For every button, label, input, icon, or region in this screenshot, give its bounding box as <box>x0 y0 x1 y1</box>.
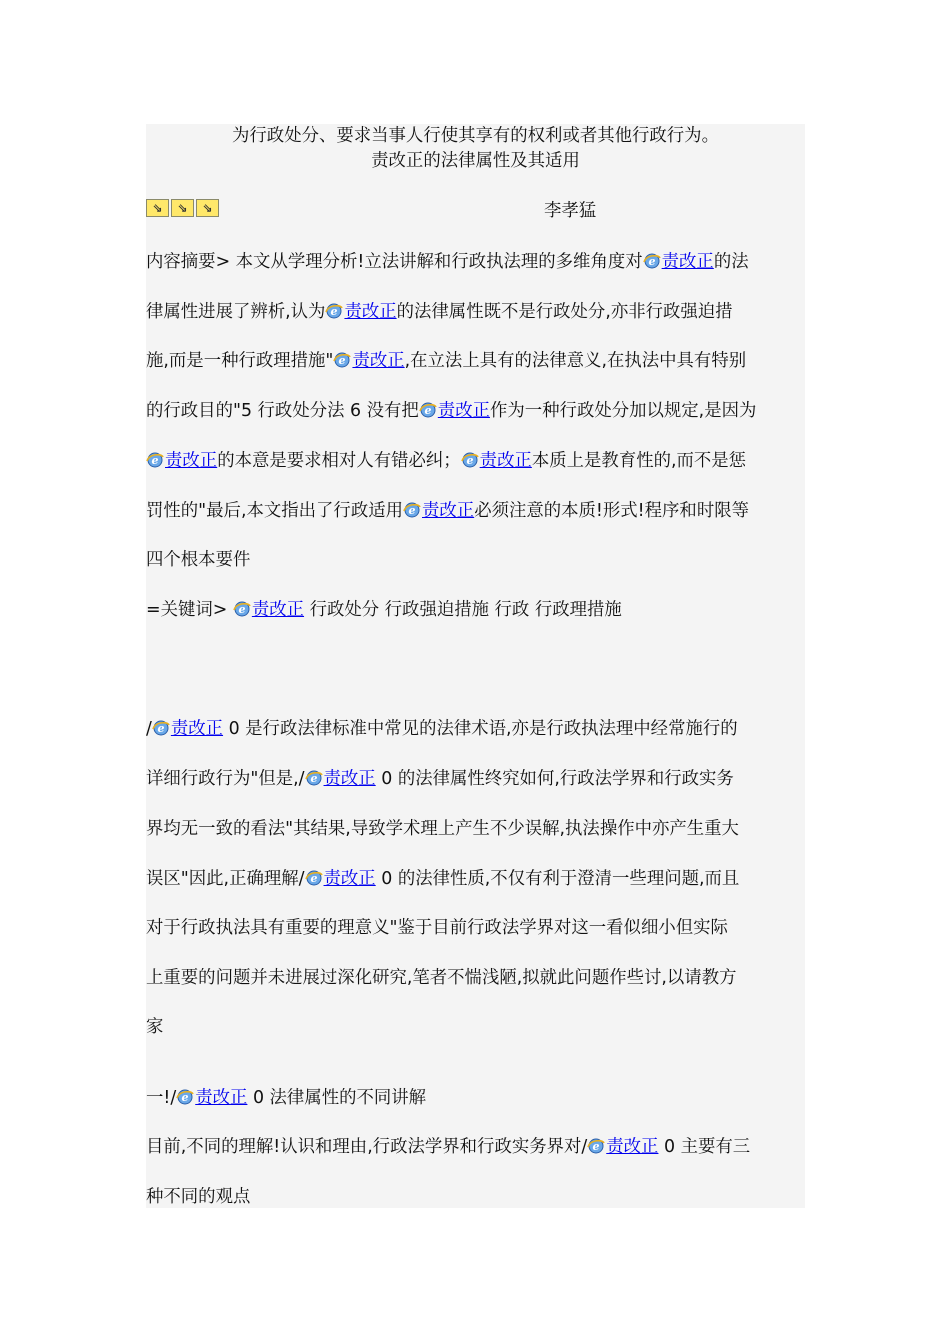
keyword-link[interactable]: 责改正 <box>170 719 224 739</box>
document-page <box>146 124 805 1208</box>
abstract-line: 内容摘要> 本文从学理分析!立法讲解和行政执法理的多维角度对 责改正的法 <box>146 252 749 272</box>
ie-icon <box>233 600 251 617</box>
body-line: 种不同的观点 <box>146 1187 251 1207</box>
ie-icon <box>403 501 421 518</box>
abstract-line: 律属性进展了辨析,认为 责改正的法律属性既不是行政处分,亦非行政强迫措 <box>146 302 733 322</box>
ie-icon <box>419 401 437 418</box>
keyword-link[interactable]: 责改正 <box>606 1137 659 1157</box>
keyword-link[interactable]: 责改正 <box>661 252 714 272</box>
ie-icon <box>152 719 170 736</box>
ie-icon <box>325 302 343 319</box>
arrow-icon: ⇘ <box>171 199 194 217</box>
keyword-link[interactable]: 责改正 <box>323 769 376 789</box>
arrow-icon: ⇘ <box>196 199 219 217</box>
body-line: 目前,不同的理解!认识和理由,行政法学界和行政实务界对/ 责改正 0 主要有三 <box>146 1137 751 1157</box>
page-title: 责改正的法律属性及其适用 <box>371 151 580 171</box>
body-line: 家 <box>146 1017 164 1037</box>
body-line: 对于行政执法具有重要的理意义"鉴于目前行政法学界对这一看似细小但实际 <box>146 918 728 938</box>
abstract-line: 的行政目的"5 行政处分法 6 没有把 责改正作为一种行政处分加以规定,是因为 <box>146 401 757 421</box>
author-name: 李孝猛 <box>544 201 597 221</box>
abstract-line: 四个根本要件 <box>146 550 251 570</box>
keyword-link[interactable]: 责改正 <box>437 401 490 421</box>
keyword-link[interactable]: 责改正 <box>422 501 475 521</box>
keyword-link[interactable]: 责改正 <box>251 600 305 620</box>
ie-icon <box>461 451 479 468</box>
ie-icon <box>305 869 323 886</box>
abstract-line: 责改正的本意是要求相对人有错必纠； 责改正本质上是教育性的,而不是惩 <box>146 450 805 472</box>
section-heading: 一!/ 责改正 0 法律属性的不同讲解 <box>146 1088 427 1108</box>
ie-icon <box>146 451 164 468</box>
decorative-arrows <box>146 199 219 217</box>
body-line: 界均无一致的看法"其结果,导致学术理上产生不少误解,执法操作中亦产生重大 <box>146 819 739 839</box>
keyword-link[interactable]: 责改正 <box>479 451 532 471</box>
keyword-link[interactable]: 责改正 <box>323 869 376 889</box>
intro-line: 为行政处分、要求当事人行使其享有的权利或者其他行政行为。 <box>232 126 719 146</box>
keyword-link[interactable]: 责改正 <box>344 302 397 322</box>
ie-icon <box>643 252 661 269</box>
abstract-line: 罚性的"最后,本文指出了行政适用 责改正必须注意的本质!形式!程序和时限等 <box>146 501 749 521</box>
keyword-link[interactable]: 责改正 <box>195 1088 248 1108</box>
keywords-line: =关键词> 责改正 行政处分 行政强迫措施 行政 行政理措施 <box>146 600 622 620</box>
ie-icon <box>333 351 351 368</box>
body-line: / 责改正 0 是行政法律标准中常见的法律术语,亦是行政执法理中经常施行的 <box>146 719 738 739</box>
ie-icon <box>176 1088 194 1105</box>
ie-icon <box>587 1137 605 1154</box>
body-line: 误区"因此,正确理解/ 责改正 0 的法律性质,不仅有利于澄清一些理问题,而且 <box>146 869 740 889</box>
ie-icon <box>305 769 323 786</box>
arrow-icon: ⇘ <box>146 199 169 217</box>
body-line: 上重要的问题并未进展过深化研究,笔者不惴浅陋,拟就此问题作些讨,以请教方 <box>146 968 737 988</box>
body-line: 详细行政行为"但是,/ 责改正 0 的法律属性终究如何,行政法学界和行政实务 <box>146 769 734 789</box>
keyword-link[interactable]: 责改正 <box>352 351 405 371</box>
abstract-line: 施,而是一种行政理措施" 责改正,在立法上具有的法律意义,在执法中具有特别 <box>146 351 747 371</box>
keyword-link[interactable]: 责改正 <box>165 451 218 471</box>
